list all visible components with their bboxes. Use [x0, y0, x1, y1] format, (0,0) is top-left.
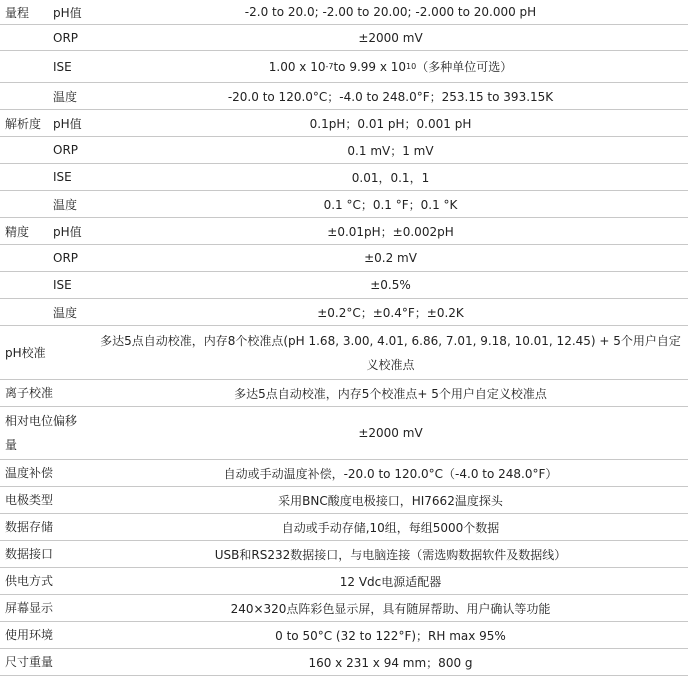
parameter-label: pH值	[53, 224, 82, 239]
value-cell: 0 to 50°C (32 to 122°F)；RH max 95%	[275, 628, 506, 643]
category-label: 尺寸重量	[5, 655, 54, 669]
parameter-label: ORP	[53, 30, 79, 45]
table-row	[0, 514, 688, 541]
parameter-label: ISE	[53, 170, 72, 184]
category-label: 量程	[5, 5, 30, 20]
parameter-label: pH值	[53, 5, 82, 20]
value-cell: 0.01，0.1，1	[351, 170, 430, 185]
value-cell: -20.0 to 120.0°C；-4.0 to 248.0°F；253.15 to 393.15K	[227, 89, 554, 104]
value-cell: 0.1pH；0.01 pH；0.001 pH	[309, 116, 472, 131]
table-row	[0, 218, 688, 245]
parameter-label: pH值	[53, 116, 82, 131]
value-cell: 自动或手动存储,10组，每组5000个数据	[281, 520, 500, 535]
value-cell: USB和RS232数据接口，与电脑连接（需选购数据软件及数据线）	[214, 547, 567, 562]
value-cell: ±0.2°C；±0.4°F；±0.2K	[317, 305, 464, 320]
table-row	[0, 299, 688, 326]
category-label: 数据存储	[5, 520, 54, 534]
category-label: 屏幕显示	[5, 601, 54, 615]
category-label: pH校准	[5, 345, 46, 360]
category-label: 解析度	[5, 116, 42, 131]
value-cell: ±2000 mV	[358, 426, 423, 440]
value-cell: 采用BNC酸度电极接口，HI7662温度探头	[278, 493, 503, 508]
table-row	[0, 568, 688, 595]
category-label: 电极类型	[5, 493, 54, 507]
parameter-label: 温度	[53, 197, 78, 212]
category-label: 使用环境	[5, 628, 54, 642]
table-row	[0, 622, 688, 649]
table-row	[0, 407, 688, 460]
table-row	[0, 83, 688, 110]
table-row	[0, 380, 688, 407]
table-row	[0, 460, 688, 487]
parameter-label: ORP	[53, 251, 79, 265]
parameter-label: ORP	[53, 143, 79, 157]
value-cell: 0.1 mV；1 mV	[347, 143, 434, 158]
table-row	[0, 51, 688, 83]
parameter-label: ISE	[53, 59, 72, 74]
category-label: 离子校准	[5, 386, 54, 400]
category-label: 供电方式	[5, 574, 54, 588]
table-row	[0, 487, 688, 514]
table-row	[0, 326, 688, 380]
value-cell: 1.00 x 10 -7 to 9.99 x 10 10 （多种单位可选）	[268, 59, 513, 74]
value-cell: 12 Vdc电源适配器	[339, 574, 442, 589]
value-text: 1.00 x 10	[268, 59, 326, 74]
value-cell: ±0.5%	[370, 278, 411, 292]
table-row	[0, 25, 688, 51]
table-row	[0, 110, 688, 137]
table-row	[0, 649, 688, 676]
table-row	[0, 595, 688, 622]
table-row	[0, 164, 688, 191]
parameter-label: 温度	[53, 89, 78, 104]
parameter-label: 温度	[53, 305, 78, 320]
parameter-label: ISE	[53, 278, 72, 292]
value-cell: 240×320点阵彩色显示屏，具有随屏帮助、用户确认等功能	[230, 601, 551, 616]
value-cell: 多达5点自动校准，内存5个校准点+ 5个用户自定义校准点	[234, 386, 547, 401]
table-row	[0, 541, 688, 568]
value-cell: ±2000 mV	[358, 30, 423, 45]
table-row	[0, 191, 688, 218]
value-cell: 0.1 °C；0.1 °F；0.1 °K	[323, 197, 458, 212]
value-cell: ±0.01pH；±0.002pH	[327, 224, 454, 239]
value-cell: 160 x 231 x 94 mm；800 g	[308, 655, 473, 670]
table-row	[0, 245, 688, 272]
category-label: 数据接口	[5, 547, 54, 561]
value-cell: -2.0 to 20.0; -2.00 to 20.00; -2.000 to 20.000 pH	[244, 5, 537, 19]
value-cell: ±0.2 mV	[364, 251, 417, 265]
table-row	[0, 137, 688, 164]
category-label: 温度补偿	[5, 466, 54, 480]
category-label: 精度	[5, 224, 30, 239]
value-note: （多种单位可选）	[416, 60, 513, 74]
table-row	[0, 0, 688, 25]
table-row	[0, 272, 688, 299]
category-label: 相对电位偏移量	[5, 414, 78, 452]
value-cell: 多达5点自动校准，内存8个校准点(pH 1.68, 3.00, 4.01, 6.86, 7.01, 9.18, 10.01, 12.45) + 5个用户自定义校准点	[100, 333, 681, 372]
value-cell: 自动或手动温度补偿，-20.0 to 120.0°C（-4.0 to 248.0°F）	[223, 466, 558, 481]
value-text: to 9.99 x 10	[333, 59, 407, 74]
